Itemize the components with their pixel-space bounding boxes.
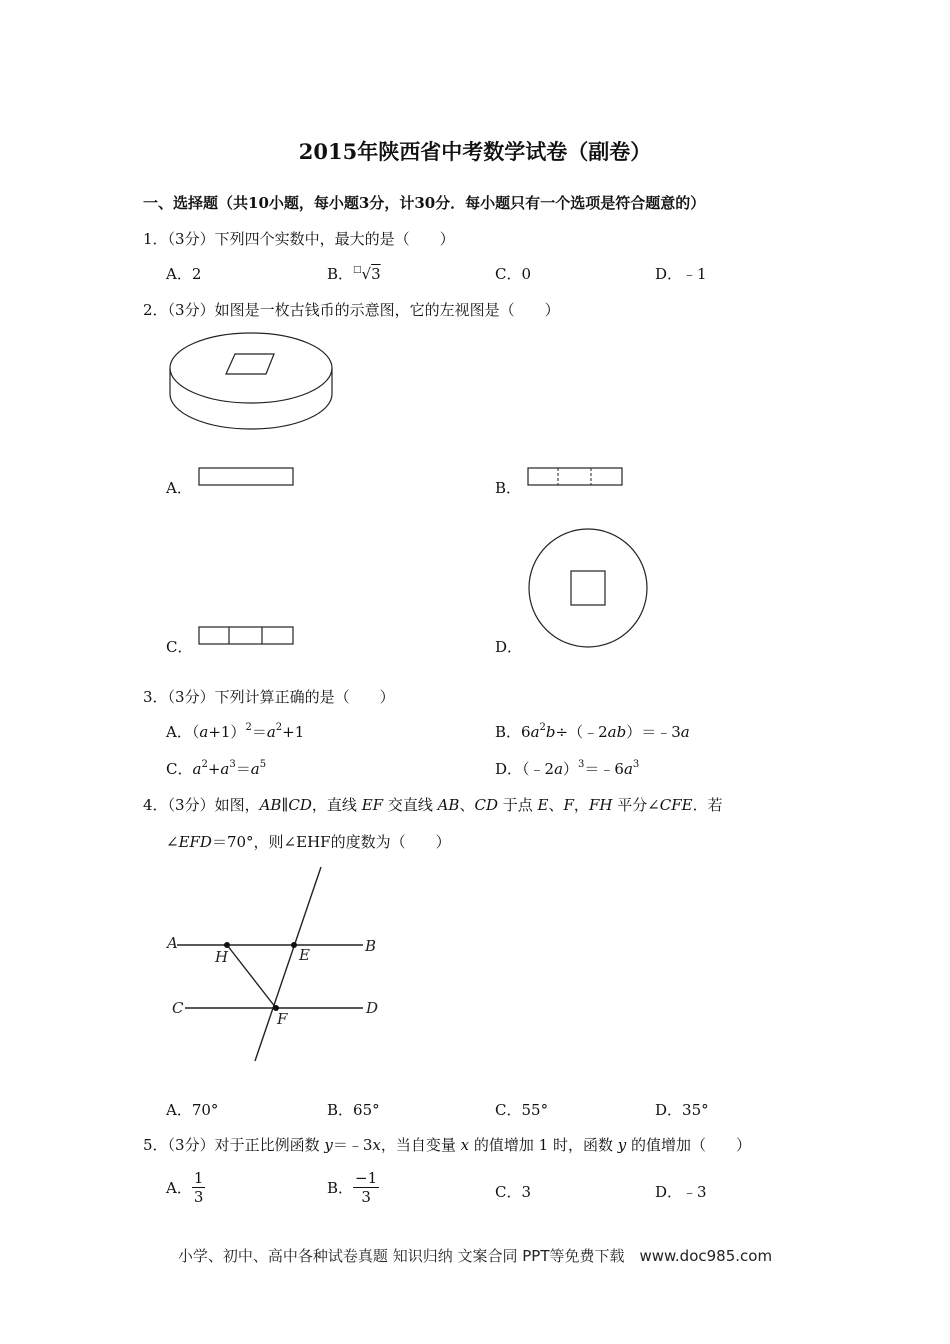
q2-option-c-figure	[198, 626, 295, 646]
q1-option-c: C．0	[495, 265, 532, 283]
q4-option-c: C．55°	[495, 1101, 549, 1119]
q2-option-c: C．	[166, 638, 193, 656]
q2-stem: 2．（3分）如图是一枚古钱币的示意图，它的左视图是（ ）	[143, 301, 560, 319]
q2-option-a: A．	[166, 479, 192, 497]
q1-option-a: A．2	[166, 265, 202, 283]
q1-option-d: D．﹣1	[655, 265, 707, 283]
q3-option-b-label: B．	[495, 723, 522, 741]
q5-stem: 5．（3分）对于正比例函数 y＝﹣3x，当自变量 x 的值增加 1 时，函数 y 的值增加（ ）	[143, 1136, 752, 1154]
q4-stem-prefix: 4．（3分）如图，	[143, 796, 260, 814]
q3-option-a: A．$(a+1)^2=a^2+1$	[166, 722, 305, 741]
q1-option-b-label: B．	[327, 265, 354, 283]
q5-option-d: D．﹣3	[655, 1183, 707, 1201]
q2-option-b-figure	[527, 467, 624, 487]
fraction-denominator: 3	[361, 1188, 371, 1206]
q5-option-c: C．3	[495, 1183, 532, 1201]
radical-index: □	[353, 265, 362, 275]
q5-option-b-label: B．	[327, 1179, 354, 1197]
fraction-numerator: −1	[355, 1169, 378, 1187]
q3-stem: 3．（3分）下列计算正确的是（ ）	[143, 688, 395, 706]
q4-stem-suffix: ＝70°，则∠EHF的度数为（ ）	[211, 833, 451, 851]
q1-option-b	[327, 263, 381, 284]
page-title: 2015年陕西省中考数学试卷（副卷）	[298, 139, 652, 164]
label-F: F	[277, 1010, 288, 1028]
q3-option-a-label: A．	[166, 723, 192, 741]
q2-option-d: D．	[495, 638, 523, 656]
label-A: A	[167, 934, 178, 952]
coin-figure	[165, 330, 337, 435]
label-H: H	[215, 948, 229, 966]
q3-option-d-label: D．	[495, 760, 523, 778]
label-C: C	[172, 999, 184, 1017]
label-B: B	[365, 937, 377, 955]
footer-text: 小学、初中、高中各种试卷真题 知识归纳 文案合同 PPT等免费下载 www.doc985.com	[177, 1247, 773, 1265]
q4-stem-line1: 4．（3分）如图，AB∥CD，直线 EF 交直线 AB、CD 于点 E、F，FH 平分∠CFE．若	[143, 796, 723, 814]
radicand: 3	[371, 265, 381, 283]
label-D: D	[366, 999, 379, 1017]
fraction-numerator: 1	[193, 1169, 204, 1187]
q1-stem: 1．（3分）下列四个实数中，最大的是（ ）	[143, 230, 455, 248]
q5-stem-prefix: 5．（3分）对于正比例函数	[143, 1136, 320, 1154]
section-heading: 一、选择题（共10小题，每小题3分，计30分．每小题只有一个选项是符合题意的）	[143, 194, 706, 212]
q3-option-c-label: C．	[166, 760, 193, 778]
q2-option-d-figure	[527, 527, 649, 649]
q4-option-b: B．65°	[327, 1101, 380, 1119]
q2-option-a-figure	[198, 467, 295, 487]
q5-option-a-label: A．	[166, 1179, 192, 1197]
q4-option-d: D．35°	[655, 1101, 709, 1119]
q2-option-b: B．	[495, 479, 522, 497]
q4-stem-line2: ∠EFD＝70°，则∠EHF的度数为（ ）	[166, 833, 451, 851]
q4-option-a: A．70°	[166, 1101, 219, 1119]
label-E: E	[299, 946, 310, 964]
q5-option-a-fraction	[192, 1169, 206, 1206]
q5-option-a	[166, 1169, 205, 1206]
fraction-denominator: 3	[193, 1188, 204, 1206]
parallel-lines-figure	[165, 865, 385, 1065]
q3-option-d: D．$(﹣2a)^3=﹣6a^3$	[495, 759, 640, 778]
cube-root-expression: □√3	[353, 265, 381, 283]
q5-option-b	[327, 1169, 379, 1206]
q3-option-c: C．$a^2+a^3=a^5$	[166, 759, 267, 778]
q3-option-b: B．$6a^2b\div(﹣2ab)=﹣3a$	[495, 722, 690, 741]
q5-option-b-fraction	[353, 1169, 379, 1206]
